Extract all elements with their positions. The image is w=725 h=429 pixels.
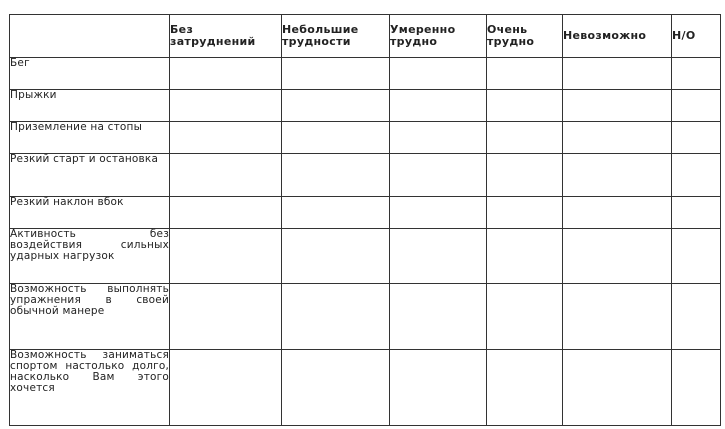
rating-cell[interactable] xyxy=(390,284,487,350)
rating-cell[interactable] xyxy=(672,154,721,197)
table-row xyxy=(10,58,721,90)
rating-cell[interactable] xyxy=(170,350,282,426)
rating-cell[interactable] xyxy=(672,284,721,350)
rating-cell[interactable] xyxy=(170,122,282,154)
rating-cell[interactable] xyxy=(390,58,487,90)
rating-cell[interactable] xyxy=(282,350,390,426)
rating-cell[interactable] xyxy=(282,90,390,122)
table-row xyxy=(10,197,721,229)
rating-cell[interactable] xyxy=(282,58,390,90)
table-row xyxy=(10,350,721,426)
header-empty-corner xyxy=(10,15,170,58)
rating-cell[interactable] xyxy=(170,154,282,197)
row-label: Бег xyxy=(10,58,170,90)
rating-cell[interactable] xyxy=(672,58,721,90)
row-label: Прыжки xyxy=(10,90,170,122)
table-row xyxy=(10,90,721,122)
row-label: Резкий старт и остановка xyxy=(10,154,170,197)
rating-cell[interactable] xyxy=(282,122,390,154)
rating-cell[interactable] xyxy=(672,350,721,426)
rating-cell[interactable] xyxy=(390,154,487,197)
rating-cell[interactable] xyxy=(672,197,721,229)
column-header: Умеренно трудно xyxy=(390,15,487,58)
rating-cell[interactable] xyxy=(282,154,390,197)
row-label: Активность без воздействия сильных ударных нагрузок xyxy=(10,229,170,284)
rating-cell[interactable] xyxy=(390,90,487,122)
rating-cell[interactable] xyxy=(487,58,563,90)
rating-cell[interactable] xyxy=(170,229,282,284)
rating-cell[interactable] xyxy=(390,197,487,229)
rating-cell[interactable] xyxy=(282,229,390,284)
rating-cell[interactable] xyxy=(487,229,563,284)
rating-cell[interactable] xyxy=(672,122,721,154)
row-label: Приземление на стопы xyxy=(10,122,170,154)
rating-cell[interactable] xyxy=(170,58,282,90)
rating-cell[interactable] xyxy=(390,122,487,154)
rating-cell[interactable] xyxy=(487,90,563,122)
table-row xyxy=(10,229,721,284)
rating-cell[interactable] xyxy=(487,284,563,350)
rating-cell[interactable] xyxy=(563,122,672,154)
table-row xyxy=(10,154,721,197)
rating-cell[interactable] xyxy=(170,284,282,350)
rating-cell[interactable] xyxy=(563,90,672,122)
row-label: Возможность выполнять упражнения в своей обычной манере xyxy=(10,284,170,350)
column-header: Очень трудно xyxy=(487,15,563,58)
rating-cell[interactable] xyxy=(390,229,487,284)
column-header: Без затруднений xyxy=(170,15,282,58)
rating-cell[interactable] xyxy=(563,197,672,229)
rating-cell[interactable] xyxy=(170,197,282,229)
row-label: Резкий наклон вбок xyxy=(10,197,170,229)
rating-cell[interactable] xyxy=(563,58,672,90)
rating-cell[interactable] xyxy=(487,197,563,229)
rating-cell[interactable] xyxy=(487,154,563,197)
column-header: Невозможно xyxy=(563,15,672,58)
rating-cell[interactable] xyxy=(282,197,390,229)
rating-cell[interactable] xyxy=(563,229,672,284)
rating-cell[interactable] xyxy=(487,122,563,154)
rating-cell[interactable] xyxy=(170,90,282,122)
rating-cell[interactable] xyxy=(563,284,672,350)
rating-cell[interactable] xyxy=(487,350,563,426)
rating-cell[interactable] xyxy=(672,90,721,122)
column-header: Н/О xyxy=(672,15,721,58)
column-header: Небольшие трудности xyxy=(282,15,390,58)
rating-cell[interactable] xyxy=(563,350,672,426)
rating-cell[interactable] xyxy=(390,350,487,426)
difficulty-rating-table xyxy=(9,14,721,426)
table-row xyxy=(10,284,721,350)
rating-cell[interactable] xyxy=(672,229,721,284)
rating-cell[interactable] xyxy=(563,154,672,197)
header-row xyxy=(10,15,721,58)
table-row xyxy=(10,122,721,154)
row-label: Возможность заниматься спортом настолько долго, насколько Вам этого хочется xyxy=(10,350,170,426)
rating-cell[interactable] xyxy=(282,284,390,350)
